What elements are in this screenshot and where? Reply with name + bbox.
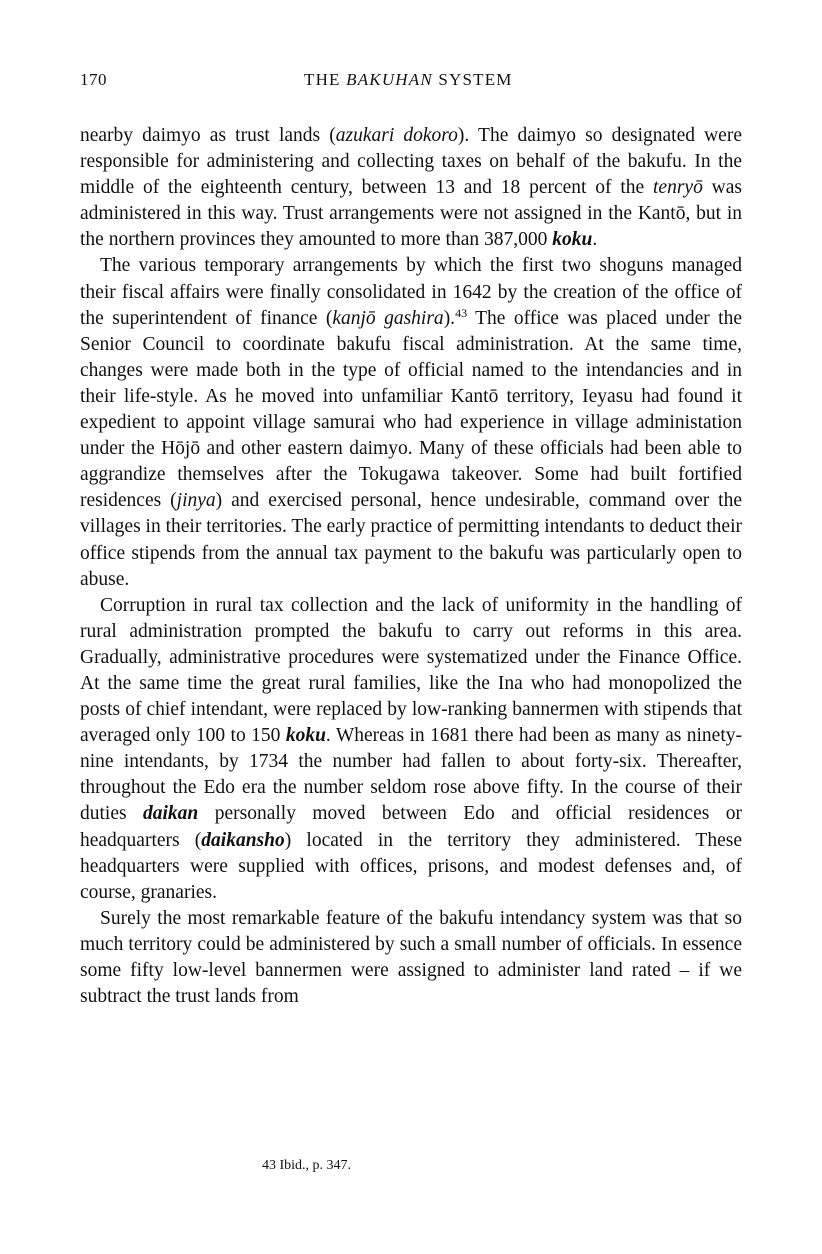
text-segment: jinya bbox=[176, 490, 216, 512]
text-segment: . bbox=[592, 229, 598, 251]
text-segment: ) located in the territory they administered. These headquarters were supplied with offices, prisons, and modest defenses and, of course, granaries. bbox=[80, 829, 742, 903]
paragraph bbox=[80, 593, 742, 906]
text-segment: kanjō gashira bbox=[332, 307, 444, 329]
running-head bbox=[304, 70, 513, 90]
body-text bbox=[80, 123, 742, 1010]
text-segment: daikan bbox=[143, 803, 199, 825]
text-segment: daikansho bbox=[201, 829, 285, 851]
footnote-reference: 43 bbox=[455, 305, 468, 320]
text-segment: koku bbox=[552, 229, 593, 251]
running-head-suffix: SYSTEM bbox=[432, 70, 513, 89]
text-segment: ) and exercised personal, hence undesirable, command over the villages in their territories. The early practice of permitting intendants to deduct their office stipends from the annual tax payment to the bakufu was particularly open to abuse. bbox=[80, 490, 743, 590]
text-segment: nearby daimyo as trust lands ( bbox=[80, 125, 336, 146]
text-segment: Surely the most remarkable feature of the bakufu intendancy system was that so much territory could be administered by such a small number of officials. In essence some fifty low-level bannermen were assigned to administer land rated – if we subtract the trust lands from bbox=[80, 907, 742, 1008]
book-page bbox=[80, 70, 742, 1010]
paragraph bbox=[80, 123, 742, 253]
text-segment: personally moved between Edo and official residences or headquarters ( bbox=[80, 803, 742, 851]
text-segment: tenryō bbox=[653, 177, 703, 199]
text-segment: koku bbox=[285, 725, 326, 747]
text-segment: The office was placed under the Senior Council to coordinate bakufu fiscal administration. At the same time, changes were made both in the type of official named to the intendancies and in their life-style. As he moved into unfamiliar Kantō territory, Ieyasu had found it expedient to appoint village samurai who had experience in village administation under the Hōjō and other eastern daimyo. Many of these officials had been able to aggrandize themselves after the Tokugawa takeover. Some had built fortified residences ( bbox=[80, 307, 742, 512]
text-segment: Corruption in rural tax collection and the lack of uniformity in the handling of rural administration prompted the bakufu to carry out reforms in this area. Gradually, administrative procedures were systematized under the Finance Office. At the same time the great rural families, like the Ina who had monopolized the posts of chief intendant, were replaced by low-ranking bannermen with stipends that averaged only 100 to 150 bbox=[80, 594, 742, 747]
page-number: 170 bbox=[80, 70, 107, 89]
text-segment: The various temporary arrangements by which the first two shoguns managed their fiscal affairs were finally consolidated in 1642 by the creation of the office of the superintendent of finance ( bbox=[80, 255, 742, 329]
paragraph bbox=[80, 253, 742, 592]
footnote: 43 Ibid., p. 347. bbox=[262, 1158, 352, 1173]
running-head-italic: BAKUHAN bbox=[346, 70, 433, 89]
text-segment: was administered in this way. Trust arrangements were not assigned in the Kantō, but in the northern provinces they amounted to more than 387,000 bbox=[80, 177, 742, 251]
text-segment: ). bbox=[443, 307, 456, 329]
paragraph bbox=[80, 906, 742, 1010]
running-head-prefix: THE bbox=[304, 70, 347, 89]
text-segment: azukari dokoro bbox=[335, 125, 458, 146]
page-header bbox=[80, 70, 742, 96]
text-segment: . Whereas in 1681 there had been as many as ninety-nine intendants, by 1734 the number had fallen to about forty-six. Thereafter, throughout the Edo era the number seldom rose above fifty. In the course of their duties bbox=[80, 725, 743, 825]
text-segment: ). The daimyo so designated were responsible for administering and collecting taxes on behalf of the bakufu. In the middle of the eighteenth century, between 13 and 18 percent of the bbox=[80, 125, 742, 199]
